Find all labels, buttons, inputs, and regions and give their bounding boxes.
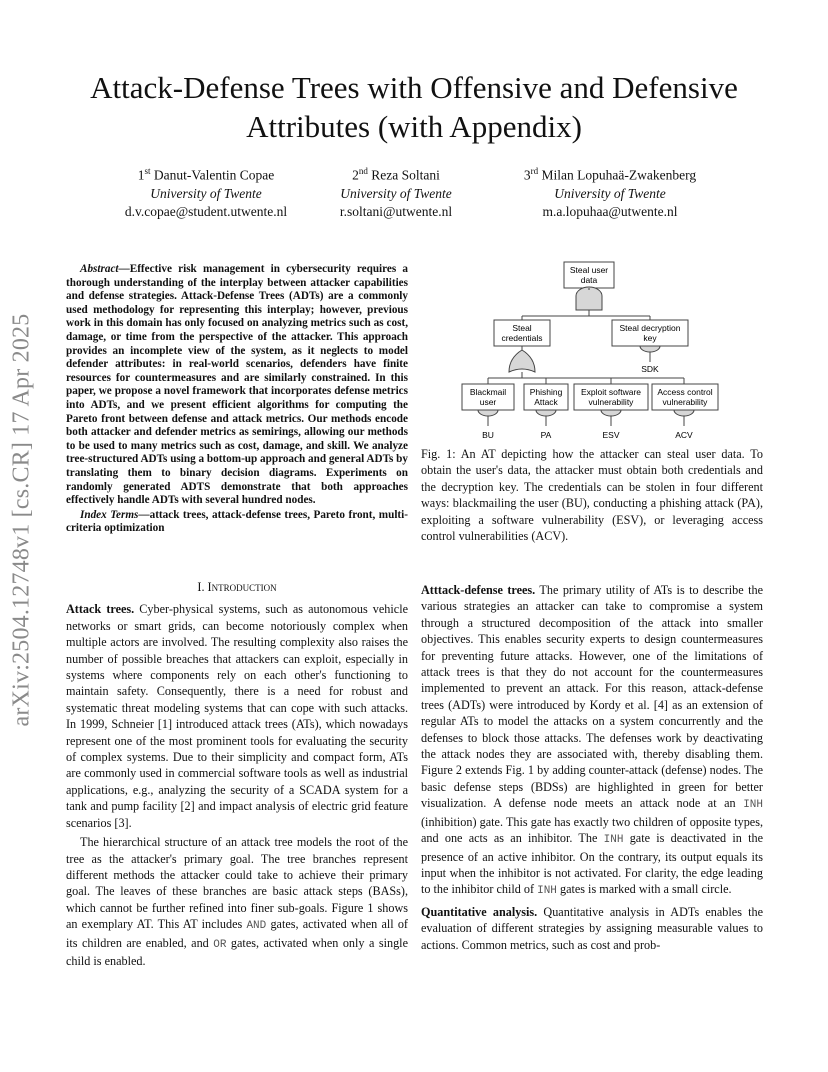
paragraph-attack-trees: Attack trees. Cyber-physical systems, such as autonomous vehicle networks or smart grids, can become notoriously complex when multiple actors are involved. The resulting complexity also raises the number of possible breaches that attackers can exploit, especially in systems where components rely on each other's functioning to maintain safety. Consequently, there is a need for robust and systematic threat modeling systems that can cope with such attacks. In 1999, Schneier [1] introduced attack trees (ATs), which nowadays represent one of the most prominent tools for evaluating the security of complex systems. Due to their simplicity and compact form, ATs are commonly used in commercial software tools as well as industrial applications, e.g., analyzing the security of a SCADA system for a tank and pump facility [2] and impact analysis of electric grid feature scenarios [3]. bbox=[66, 602, 408, 830]
attr-label: SDK bbox=[641, 364, 659, 374]
attr-label: ESV bbox=[602, 430, 620, 440]
node-label: Phishing bbox=[529, 387, 563, 397]
author-1 bbox=[96, 162, 316, 221]
paragraph-quantitative-analysis: Quantitative analysis. Quantitative analysis in ADTs enables the evaluation of different strategies by assigning measurable values to actions. Common metrics, such as cost and prob- bbox=[421, 904, 764, 952]
bas-half-circle bbox=[674, 410, 694, 416]
attr-label: ACV bbox=[675, 430, 693, 440]
node-label: Access control bbox=[657, 387, 713, 397]
node-steal-credentials bbox=[494, 320, 550, 372]
node-label: vulnerability bbox=[588, 397, 634, 407]
node-label: Steal decryption bbox=[619, 323, 681, 333]
author-email: m.a.lopuhaa@utwente.nl bbox=[542, 203, 678, 219]
section-heading: I. Introduction bbox=[197, 580, 277, 594]
author-affiliation: University of Twente bbox=[554, 185, 666, 201]
leaf-esv bbox=[574, 384, 648, 440]
abstract-label: Abstract bbox=[80, 263, 119, 275]
author-name: 1st Danut-Valentin Copae bbox=[137, 166, 275, 183]
node-label: Attack bbox=[534, 397, 558, 407]
attr-label: BU bbox=[482, 430, 494, 440]
node-label: Steal user bbox=[569, 265, 609, 275]
index-terms: Index Terms—attack trees, attack-defense trees, Pareto front, multi-criteria optimization bbox=[66, 508, 408, 535]
node-label: Steal bbox=[512, 323, 532, 333]
or-gate bbox=[509, 350, 535, 372]
author-affiliation: University of Twente bbox=[340, 185, 452, 201]
title-line-2: Attributes (with Appendix) bbox=[246, 109, 582, 144]
abstract bbox=[66, 263, 408, 536]
node-label: key bbox=[643, 333, 657, 343]
leaf-bu bbox=[462, 384, 514, 440]
node-label: data bbox=[580, 275, 598, 285]
author-email: r.soltani@utwente.nl bbox=[339, 203, 453, 219]
bas-half-circle bbox=[478, 410, 498, 416]
author-affiliation: University of Twente bbox=[150, 185, 262, 201]
attr-label: PA bbox=[540, 430, 552, 440]
node-label: Blackmail bbox=[469, 387, 507, 397]
author-name: 3rd Milan Lopuhaä-Zwakenberg bbox=[523, 166, 697, 183]
abstract-text: —Effective risk management in cybersecurity requires a thorough understanding of the interplay between attacker capabilities and defense strategies. Attack-Defense Trees (ADTs) are a commonly used methodology for representing this interplay; however, previous work in this domain has only focused on analyzing metrics such as cost, damage, or time from the perspective of the attacker. This approach provides an incomplete view of the system, as it neglects to model defender attributes: in real-world scenarios, defenders have finite resources for countermeasures and are similarly constrained. In this paper, we propose a novel framework that incorporates defense metrics into ADTs, and we present efficient algorithms for computing the Pareto front between defense and attack metrics. Our methods encode both attacker and defender metrics as semirings, allowing our methods to be used to many metrics such as cost, damage, and skill. We analyze tree-structured ADTs using a bottom-up approach and general ADTs by translating them to binary decision diagrams. Experiments on randomly generated ADTS demonstrate that both approaches effectively handle ADTs with several hundred nodes. bbox=[66, 263, 408, 507]
node-label: Exploit software bbox=[581, 387, 641, 397]
node-label: vulnerability bbox=[662, 397, 708, 407]
leaf-acv bbox=[652, 384, 718, 440]
author-2 bbox=[316, 162, 476, 221]
paragraph-attack-defense-trees: Atttack-defense trees. The primary utility of ATs is to describe the various strategies an attacker can take to compromise a system through a structured decomposition of the attack into smaller objectives. This enables security experts to design countermeasures for preventing future attacks. However, one of the limitations of attack trees is that they do not account for the countermeasures implemented to prevent an attack. For this reason, attack-defense trees (ADTs) were introduced by Kordy et al. [4] as an extension of regular ATs to model the attacks on a system concurrently and the defenses to block those attacks. The defenses work by deactivating the attack nodes they are associated with, thereby disabling them. Figure 2 extends Fig. 1 by adding counter-attack (defense) nodes. The basic defense steps (BDSs) are highlighted in green for better visualization. A defense node meets an attack node at an INH (inhibition) gate. This gate has exactly two children of opposite types, and one acts as an inhibitor. The INH gate is deactivated in the presence of an active inhibitor. On the contrary, its output equals its input when the inhibitor is not activated. For clarity, the edge leading to the inhibitor child of INH gates is marked with a small circle. bbox=[421, 583, 763, 898]
node-root bbox=[564, 262, 614, 310]
leaf-pa bbox=[524, 384, 568, 440]
author-name: 2nd Reza Soltani bbox=[352, 166, 440, 183]
right-column-body bbox=[421, 582, 763, 953]
author-email: d.v.copae@student.utwente.nl bbox=[124, 203, 288, 219]
intro-section bbox=[66, 579, 408, 969]
node-label: credentials bbox=[501, 333, 543, 343]
paper-title bbox=[40, 68, 788, 146]
title-line-1: Attack-Defense Trees with Offensive and Defensive bbox=[90, 70, 738, 105]
and-gate bbox=[576, 287, 602, 310]
author-3 bbox=[490, 162, 730, 221]
bas-half-circle bbox=[536, 410, 556, 416]
bas-half-circle bbox=[640, 346, 660, 352]
figure-1-attack-tree bbox=[440, 258, 740, 444]
figure-1-caption: Fig. 1: An AT depicting how the attacker can steal user data. To obtain the user's data, the attacker must obtain both credentials and the decryption key. The credentials can be stolen in four different ways: blackmailing the user (BU), conducting a phishing attack (PA), exploiting a software vulnerability (ESV), or leveraging access control vulnerabilities (ACV). bbox=[421, 447, 763, 544]
arxiv-stamp: arXiv:2504.12748v1 [cs.CR] 17 Apr 2025 bbox=[8, 313, 35, 727]
node-steal-decryption-key bbox=[612, 320, 688, 374]
node-label: user bbox=[479, 397, 497, 407]
bas-half-circle bbox=[601, 410, 621, 416]
paragraph-hierarchy: The hierarchical structure of an attack tree models the root of the tree as the attacker's primary goal. The tree branches represent different methods the attacker could take to achieve their primary goal. The leaves of these branches are basic attack steps (BASs), which cannot be further refined into finer sub-goals. Figure 1 shows an exemplary AT. This AT includes AND gates, activated when all of its children are enabled, and OR gates, activated when only a single child is enabled. bbox=[66, 835, 408, 968]
